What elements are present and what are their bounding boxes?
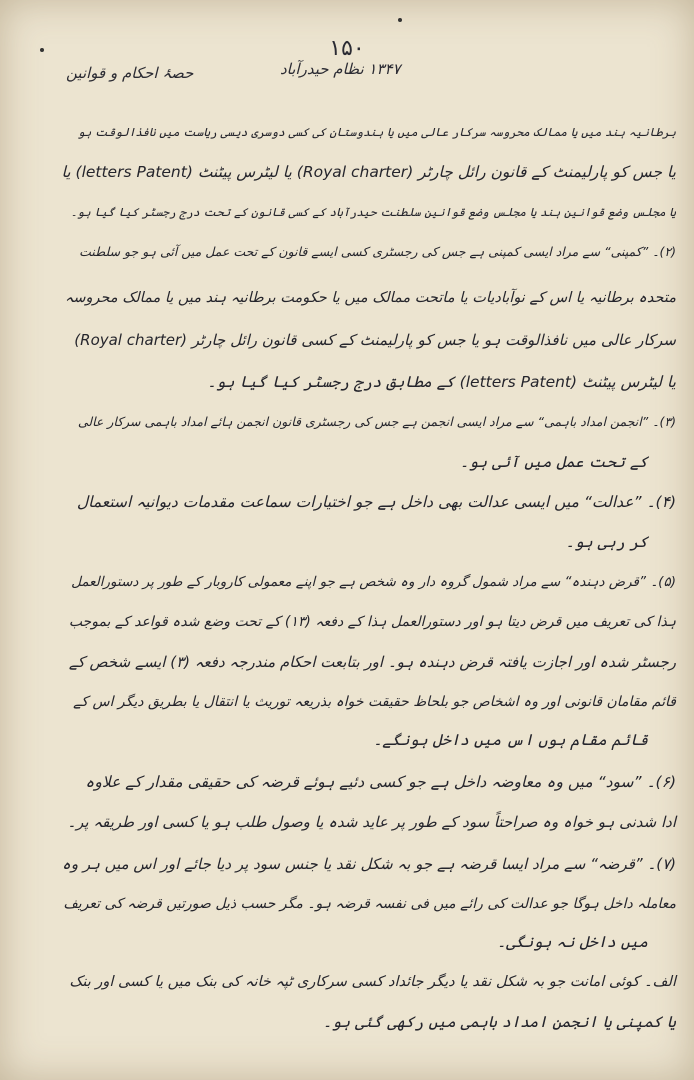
text-line: (۳)۔ ”انجمن امداد باہمی“ سے مراد ایسی انجمن ہے جس کی رجسٹری قانون انجمن ہائے امداد باہمی سرکار عالی <box>77 414 676 429</box>
text-line: متحدہ برطانیہ یا اس کے نوآبادیات یا ماتحت ممالک میں یا حکومت برطانیہ ہند میں یا ممالک محروسہ <box>64 290 676 306</box>
text-line: یا لیٹرس پیٹنٹ (letters Patent) کے مطابق درج رجسٹر کیا گیا ہو۔ <box>207 373 676 391</box>
text-line: برطانیہ ہند میں یا ممالک محروسہ سرکار عالی میں یا ہندوستان کی کسی دوسری دیسی ریاست میں نافذالوقت ہو <box>77 125 676 139</box>
text-line: معاملہ داخل ہوگا جو عدالت کی رائے میں فی نفسہ قرضہ ہو۔ مگر حسب ذیل صورتیں قرضہ کی تعریف <box>63 896 676 912</box>
text-line: قائم مقامان قانونی اور وہ اشخاص جو بلحاظ حقیقت خواہ بذریعہ توریث یا انتقال یا بطریق دیگر اس کے <box>73 694 676 710</box>
text-line: میں داخل نہ ہونگی۔ <box>496 933 648 951</box>
text-line: یا مجلس وضع قوانین ہند یا مجلس وضع قوانین سلطنت حیدرآباد کے کسی قانون کے تحت درج رجسٹر کیا گیا ہو۔ <box>70 205 676 219</box>
text-line: کے تحت عمل میں آئی ہو۔ <box>459 453 648 471</box>
text-line: سرکار عالی میں نافذالوقت ہو یا جس کو پارلیمنٹ کے کسی قانون رائل چارٹر (Royal charter) <box>74 331 676 349</box>
text-line: ادا شدنی ہو خواہ وہ صراحتاً سود کے طور پر عاید شدہ یا وصول طلب ہو یا کسی اور طریقہ پر۔ <box>67 813 676 831</box>
text-line: الف۔ کوئی امانت جو بہ شکل نقد یا دیگر جائداد کسی سرکاری ٹپہ خانہ کی بنک میں یا کسی اور بنک <box>69 974 676 990</box>
text-line: (۵)۔ ”قرض دہندہ“ سے مراد شمول گروہ دار وہ شخص ہے جو اپنے معمولی کاروبار کے طور پر دستورالعمل <box>71 574 676 590</box>
body-text <box>60 0 676 1080</box>
section-title: حصۂ احکام و قوانین <box>66 64 194 82</box>
text-line: رجسٹر شدہ اور اجازت یافتہ قرض دہندہ ہو۔ اور بتابعت احکام مندرجہ دفعہ (۳) ایسے شخص کے <box>68 653 676 671</box>
text-line: یا کمپنی یا انجمن امداد باہمی میں رکھی گئی ہو۔ <box>322 1013 676 1031</box>
text-line: یا جس کو پارلیمنٹ کے قانون رائل چارٹر (Royal charter) یا لیٹرس پیٹنٹ (letters Patent) یا <box>61 163 676 181</box>
text-line: ہذا کی تعریف میں قرض دیتا ہو اور دستورالعمل ہذا کے دفعہ (۱۳) کے تحت وضع شدہ قواعد کے بموجب <box>68 614 676 630</box>
running-header: ۱۳۴۷ نظام حیدرآباد <box>280 60 401 78</box>
text-line: (۲)۔ ”کمپنی“ سے مراد ایسی کمپنی ہے جس کی رجسٹری کسی ایسے قانون کے تحت عمل میں آئی ہو جو سلطنت <box>79 244 676 259</box>
text-line: (۶)۔ ”سود“ میں وہ معاوضہ داخل ہے جو کسی دئیے ہوئے قرضہ کی حقیقی مقدار کے علاوہ <box>85 773 676 791</box>
text-line: (۴)۔ ”عدالت“ میں ایسی عدالت بھی داخل ہے جو اختیارات سماعت مقدمات دیوانیہ استعمال <box>76 493 676 511</box>
text-line: (۷)۔ ”قرضہ“ سے مراد ایسا قرضہ ہے جو بہ شکل نقد یا جنس سود پر دیا جائے اور اس میں ہر وہ <box>62 855 676 873</box>
text-line: کر رہی ہو۔ <box>565 533 648 551</box>
text-line: قائم مقام ہوں اس میں داخل ہونگے۔ <box>373 731 648 749</box>
page-number: ۱۵۰ <box>329 36 365 61</box>
